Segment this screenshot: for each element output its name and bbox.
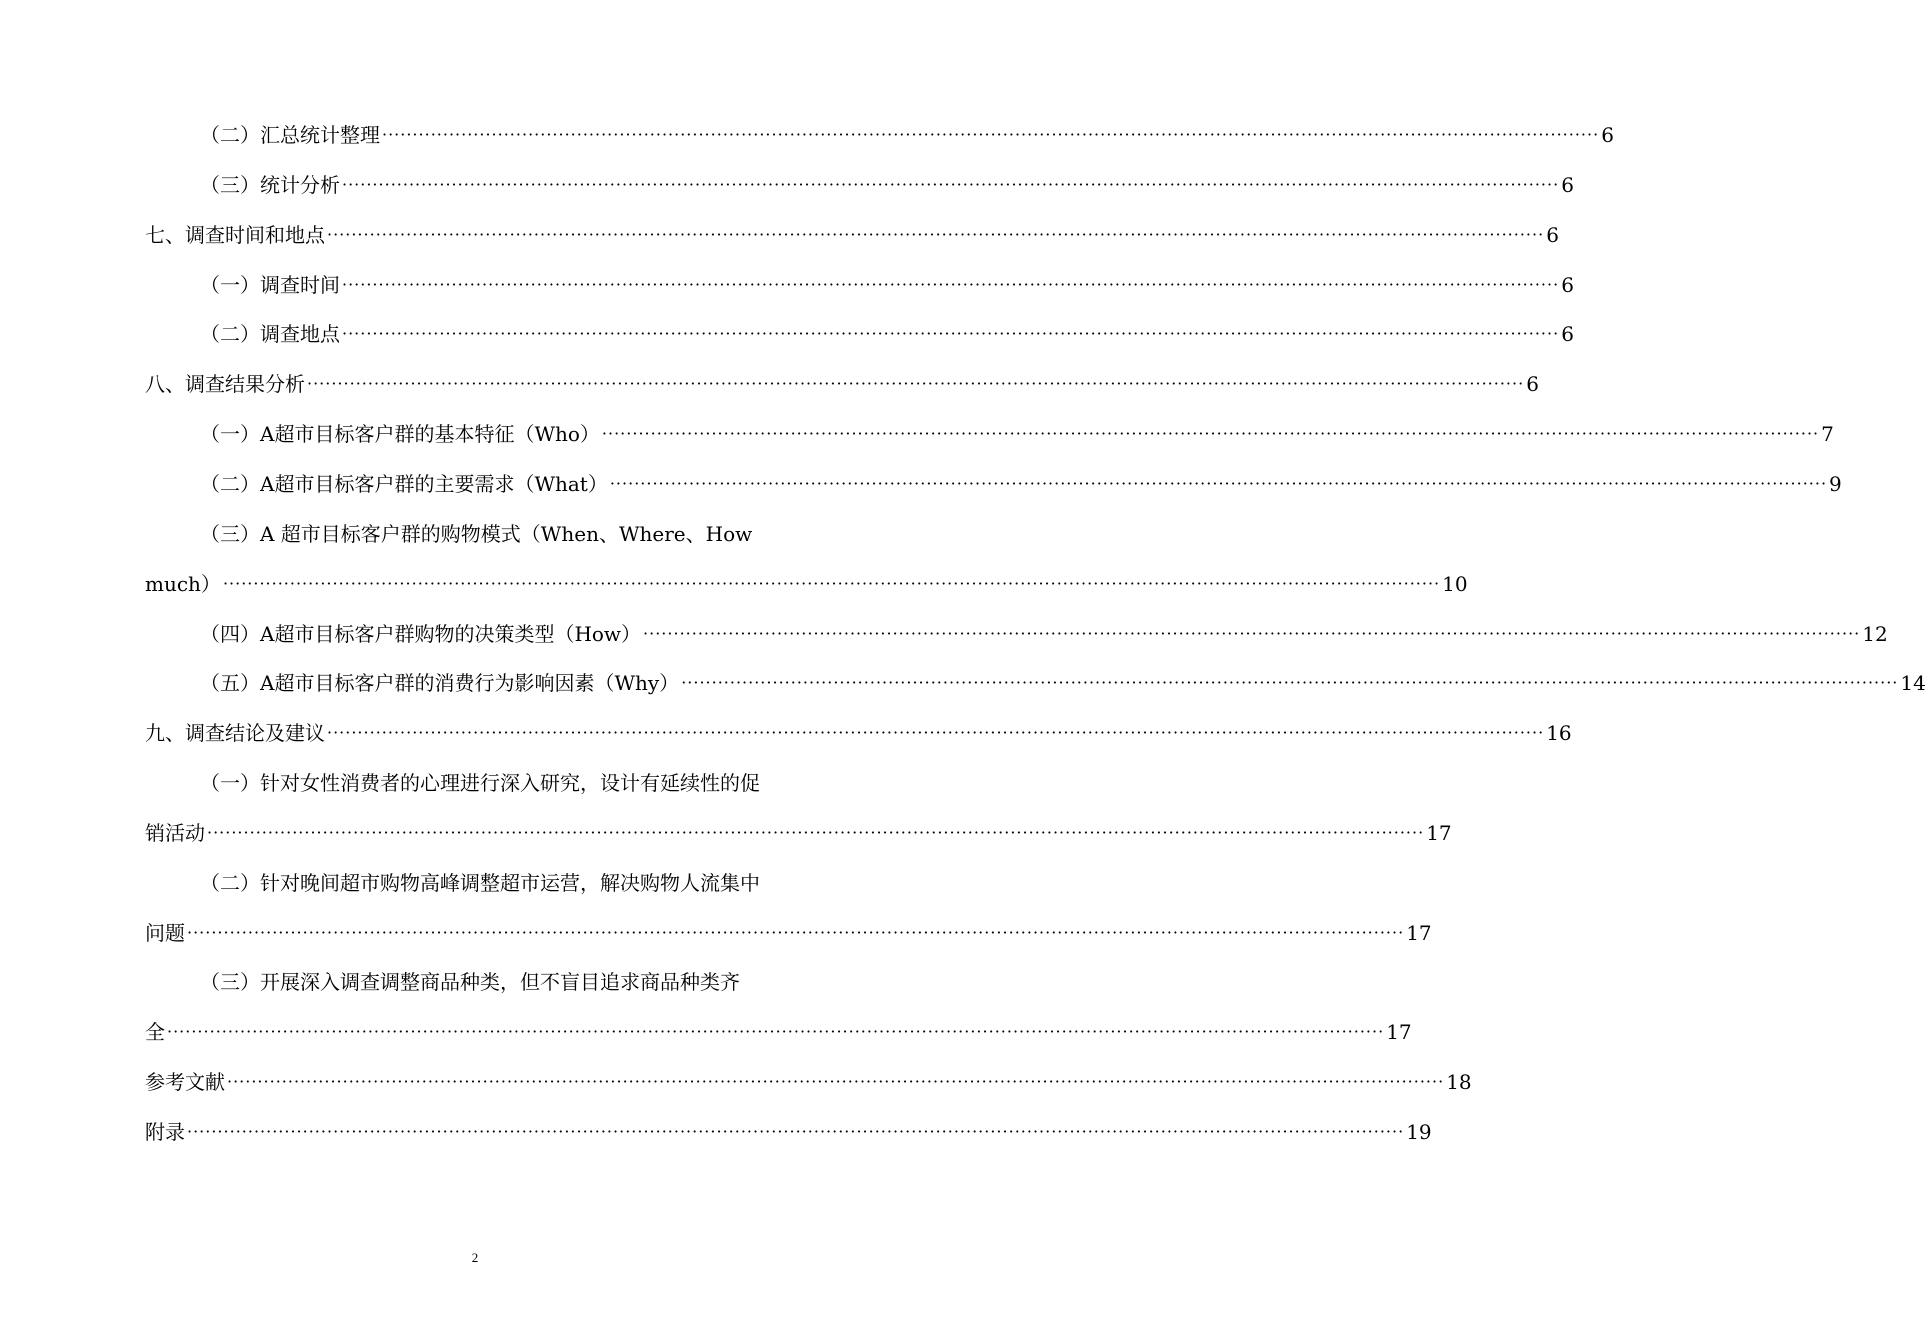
toc-entry-title: （一）A超市目标客户群的基本特征（Who） xyxy=(200,422,600,446)
toc-entry-page: 6 xyxy=(1561,322,1574,346)
toc-entry-continuation[interactable] xyxy=(145,1015,1412,1049)
toc-leader-dots: ········································································································································································································ xyxy=(307,374,1525,393)
toc-leader-dots: ········································································································································································································ xyxy=(601,424,1820,443)
toc-leader-dots: ········································································································································································································ xyxy=(643,624,1861,643)
toc-entry[interactable] xyxy=(200,617,1888,651)
toc-entry-title-cont: 全 xyxy=(145,1020,165,1044)
toc-entry-title: （三）A 超市目标客户群的购物模式（When、Where、How xyxy=(200,522,753,546)
toc-entry-page: 12 xyxy=(1862,622,1888,646)
toc-entry[interactable] xyxy=(200,268,1574,302)
toc-entry-first-line[interactable] xyxy=(200,965,807,999)
toc-leader-dots: ········································································································································································································ xyxy=(342,324,1560,343)
toc-entry-continuation[interactable] xyxy=(145,816,1452,850)
toc-entry-page: 9 xyxy=(1829,472,1842,496)
toc-entry-first-line[interactable] xyxy=(200,866,807,900)
toc-entry[interactable] xyxy=(145,218,1559,252)
toc-entry-page: 17 xyxy=(1426,821,1452,845)
toc-entry-page: 6 xyxy=(1561,273,1574,297)
toc-entry[interactable] xyxy=(200,417,1834,451)
toc-entry-page: 6 xyxy=(1526,372,1539,396)
toc-entry-page: 17 xyxy=(1386,1020,1412,1044)
toc-entry-title-cont: much） xyxy=(145,572,221,596)
toc-entry-page: 14 xyxy=(1900,671,1926,695)
toc-leader-dots: ········································································································································································································ xyxy=(681,673,1899,692)
toc-entry-page: 6 xyxy=(1601,123,1614,147)
toc-entry-title: （二）A超市目标客户群的主要需求（What） xyxy=(200,472,608,496)
toc-entry-title: （三）开展深入调查调整商品种类，但不盲目追求商品种类齐 xyxy=(200,970,740,994)
toc-entry-title: 九、调查结论及建议 xyxy=(145,721,325,745)
toc-leader-dots: ········································································································································································································ xyxy=(222,574,1441,593)
toc-entry-first-line[interactable] xyxy=(200,517,807,551)
toc-entry[interactable] xyxy=(145,1065,1472,1099)
toc-entry-title-cont: 销活动 xyxy=(145,821,205,845)
toc-entry[interactable] xyxy=(200,317,1574,351)
toc-entry-page: 10 xyxy=(1442,572,1468,596)
toc-entry-title: 附录 xyxy=(145,1120,185,1144)
toc-entry-title-cont: 问题 xyxy=(145,921,185,945)
page-number: 2 xyxy=(471,1250,479,1265)
toc-leader-dots: ········································································································································································································ xyxy=(327,723,1545,742)
toc-entry-title: 七、调查时间和地点 xyxy=(145,223,325,247)
toc-entry-title: （一）针对女性消费者的心理进行深入研究，设计有延续性的促 xyxy=(200,771,760,795)
toc-entry-page: 19 xyxy=(1406,1120,1432,1144)
toc-entry[interactable] xyxy=(200,467,1842,501)
toc-entry-first-line[interactable] xyxy=(200,766,807,800)
toc-entry-title: 参考文献 xyxy=(145,1070,225,1094)
toc-entry[interactable] xyxy=(200,666,1926,700)
toc-leader-dots: ········································································································································································································ xyxy=(342,275,1560,294)
toc-leader-dots: ········································································································································································································ xyxy=(207,823,1425,842)
toc-entry[interactable] xyxy=(145,1115,1432,1149)
toc-entry-page: 17 xyxy=(1406,921,1432,945)
toc-entry-page: 18 xyxy=(1446,1070,1472,1094)
toc-entry-title: （三）统计分析 xyxy=(200,173,340,197)
toc-entry-continuation[interactable] xyxy=(145,567,1468,601)
toc-entry-page: 7 xyxy=(1821,422,1834,446)
toc-leader-dots: ········································································································································································································ xyxy=(609,474,1828,493)
toc-entry-continuation[interactable] xyxy=(145,916,1432,950)
toc-leader-dots: ········································································································································································································ xyxy=(327,225,1545,244)
toc-entry[interactable] xyxy=(145,367,1539,401)
toc-entry[interactable] xyxy=(200,118,1614,152)
toc-entry-title: （一）调查时间 xyxy=(200,273,340,297)
toc-entry-title: （二）汇总统计整理 xyxy=(200,123,380,147)
toc-entry[interactable] xyxy=(145,716,1572,750)
toc-leader-dots: ········································································································································································································ xyxy=(167,1022,1385,1041)
toc-leader-dots: ········································································································································································································ xyxy=(382,125,1600,144)
toc-entry-page: 16 xyxy=(1546,721,1572,745)
toc-leader-dots: ········································································································································································································ xyxy=(187,923,1405,942)
toc-leader-dots: ········································································································································································································ xyxy=(342,175,1560,194)
toc-entry-title: （二）调查地点 xyxy=(200,322,340,346)
toc-entry-page: 6 xyxy=(1546,223,1559,247)
toc-entry-title: （二）针对晚间超市购物高峰调整超市运营，解决购物人流集中 xyxy=(200,871,760,895)
toc-entry-page: 6 xyxy=(1561,173,1574,197)
toc-leader-dots: ········································································································································································································ xyxy=(187,1122,1405,1141)
toc-entry[interactable] xyxy=(200,168,1574,202)
toc-entry-title: （四）A超市目标客户群购物的决策类型（How） xyxy=(200,622,642,646)
toc-leader-dots: ········································································································································································································ xyxy=(227,1072,1445,1091)
toc-entry-title: 八、调查结果分析 xyxy=(145,372,305,396)
toc-entry-title: （五）A超市目标客户群的消费行为影响因素（Why） xyxy=(200,671,680,695)
